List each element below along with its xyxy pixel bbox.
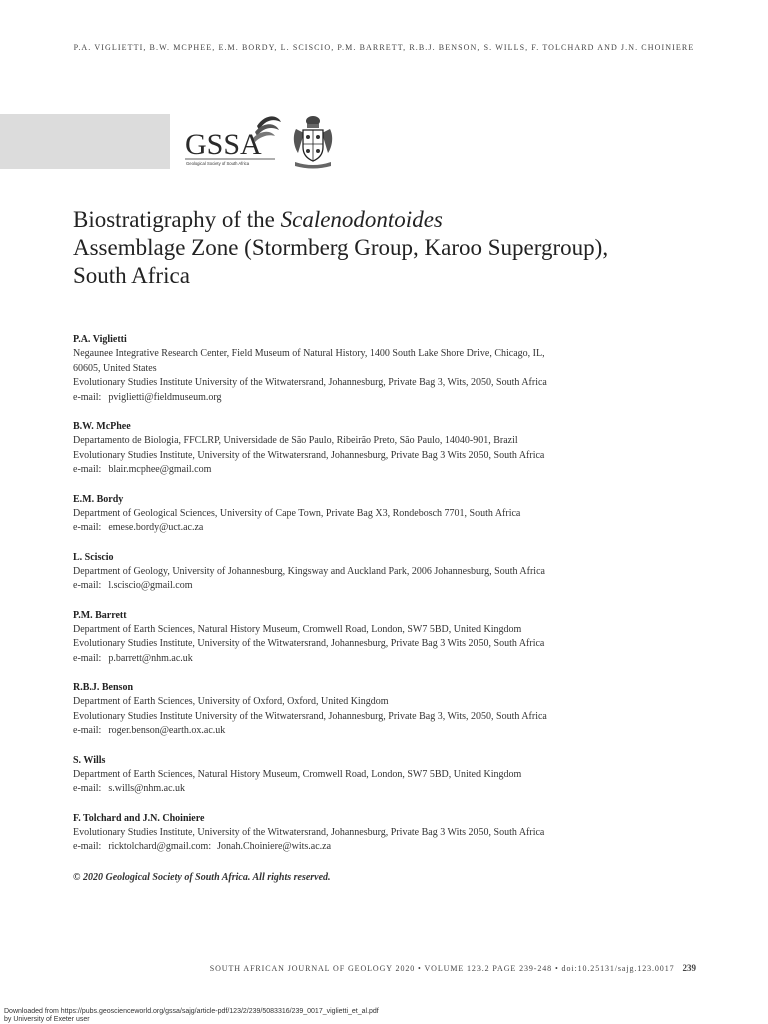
email-address[interactable]: s.wills@nhm.ac.uk [108, 783, 186, 794]
title-part-1: Biostratigraphy of the [73, 207, 281, 232]
author-affiliation: Departamento de Biologia, FFCLRP, Universidade de São Paulo, Ribeirão Preto, São Paulo, 14040-901, Brazil [73, 435, 518, 446]
email-label: e-mail: [73, 783, 102, 794]
author-affiliation: Department of Earth Sciences, Natural History Museum, Cromwell Road, London, SW7 5BD, United Kingdom [73, 768, 522, 780]
author-affiliation: Department of Earth Sciences, Natural History Museum, Cromwell Road, London, SW7 5BD, United Kingdom [73, 623, 522, 635]
author-name: S. Wills [73, 754, 106, 766]
email-address[interactable]: pviglietti@fieldmuseum.org [108, 391, 222, 403]
download-link-text[interactable]: Downloaded from https://pubs.geoscienceworld.org/gssa/sajg/article-pdf/123/2/239/5083316/239_0017_viglietti_et_al.pdf [4, 1008, 379, 1015]
email-address[interactable]: ricktolchard@gmail.com: [108, 841, 212, 852]
author-affiliation: Evolutionary Studies Institute, University of the Witwatersrand, Johannesburg, Private Bag 3 Wits 2050, South Africa [73, 449, 545, 461]
author-name: P.M. Barrett [73, 609, 127, 621]
author-name: F. Tolchard and J.N. Choiniere [73, 812, 205, 824]
author-affiliation: Department of Geology, University of Johannesburg, Kingsway and Auckland Park, 2006 Johannesburg, South Africa [73, 565, 545, 577]
author-block [73, 680, 713, 739]
author-email-line [73, 463, 713, 478]
running-head: P.A. VIGLIETTI, B.W. MCPHEE, E.M. BORDY, L. SCISCIO, P.M. BARRETT, R.B.J. BENSON, S. WILLS, F. TOLCHARD AND J.N. CHOINIERE [73, 43, 695, 52]
email-label: e-mail: [73, 464, 102, 475]
author-name: L. Sciscio [73, 551, 114, 563]
email-label: e-mail: [73, 841, 102, 852]
gssa-logo [183, 112, 283, 172]
download-note [4, 1008, 379, 1024]
journal-footer [210, 963, 696, 973]
author-affiliation: 60605, United States [73, 362, 157, 374]
email-address[interactable]: blair.mcphee@gmail.com [108, 464, 212, 475]
email-address[interactable]: emese.bordy@uct.ac.za [108, 522, 204, 533]
email-label: e-mail: [73, 652, 102, 664]
coat-of-arms-crest-icon [290, 113, 336, 169]
email-label: e-mail: [73, 522, 102, 533]
author-block [73, 492, 713, 536]
author-name: E.M. Bordy [73, 493, 124, 505]
email-address[interactable]: Jonah.Choiniere@wits.ac.za [217, 841, 332, 852]
author-affiliation: Department of Earth Sciences, University of Oxford, Oxford, United Kingdom [73, 696, 389, 707]
title-part-2: Assemblage Zone (Stormberg Group, Karoo Supergroup), South Africa [73, 235, 609, 288]
author-block [73, 811, 713, 855]
author-name: P.A. Viglietti [73, 334, 127, 345]
author-email-line [73, 782, 713, 797]
email-label: e-mail: [73, 725, 102, 736]
journal-citation: SOUTH AFRICAN JOURNAL OF GEOLOGY 2020 • VOLUME 123.2 PAGE 239-248 • doi:10.25131/sajg.123.0017 [209, 964, 675, 973]
gssa-tagline: Geological Society of South Africa [186, 161, 250, 166]
author-email-line [73, 391, 713, 406]
author-email-line [73, 579, 713, 594]
author-affiliation: Negaunee Integrative Research Center, Field Museum of Natural History, 1400 South Lake Shore Drive, Chicago, IL, [73, 348, 545, 359]
copyright-notice: © 2020 Geological Society of South Africa. All rights reserved. [73, 872, 331, 883]
author-name: B.W. McPhee [73, 421, 131, 432]
title-italic-genus: Scalenodontoides [280, 207, 443, 232]
email-address[interactable]: l.sciscio@gmail.com [108, 580, 193, 591]
author-affiliation: Department of Geological Sciences, University of Cape Town, Private Bag X3, Rondebosch 7701, South Africa [73, 507, 521, 519]
author-email-line [73, 521, 713, 536]
author-block [73, 608, 713, 667]
author-email-line [73, 840, 713, 855]
author-block [73, 419, 713, 478]
author-list [73, 332, 713, 869]
email-label: e-mail: [73, 391, 102, 403]
header-grey-band [0, 114, 170, 169]
author-affiliation: Evolutionary Studies Institute, University of the Witwatersrand, Johannesburg, Private Bag 3 Wits 2050, South Africa [73, 638, 545, 649]
author-name: R.B.J. Benson [73, 682, 134, 693]
author-email-line [73, 724, 713, 739]
page-number: 239 [682, 963, 696, 973]
gssa-wordmark: GSSA [185, 128, 262, 161]
author-affiliation: Evolutionary Studies Institute University of the Witwatersrand, Johannesburg, Private Bag 3, Wits, 2050, South Africa [73, 377, 547, 388]
email-label: e-mail: [73, 580, 102, 591]
email-address[interactable]: p.barrett@nhm.ac.uk [108, 652, 193, 664]
email-address[interactable]: roger.benson@earth.ox.ac.uk [108, 725, 226, 736]
download-user-text: by University of Exeter user [4, 1016, 90, 1023]
author-affiliation: Evolutionary Studies Institute University of the Witwatersrand, Johannesburg, Private Bag 3, Wits, 2050, South Africa [73, 710, 547, 722]
author-block [73, 550, 713, 594]
article-title [73, 206, 633, 290]
author-email-line [73, 652, 713, 667]
author-block [73, 753, 713, 797]
author-affiliation: Evolutionary Studies Institute, University of the Witwatersrand, Johannesburg, Private Bag 3 Wits 2050, South Africa [73, 826, 545, 838]
author-block [73, 332, 713, 405]
